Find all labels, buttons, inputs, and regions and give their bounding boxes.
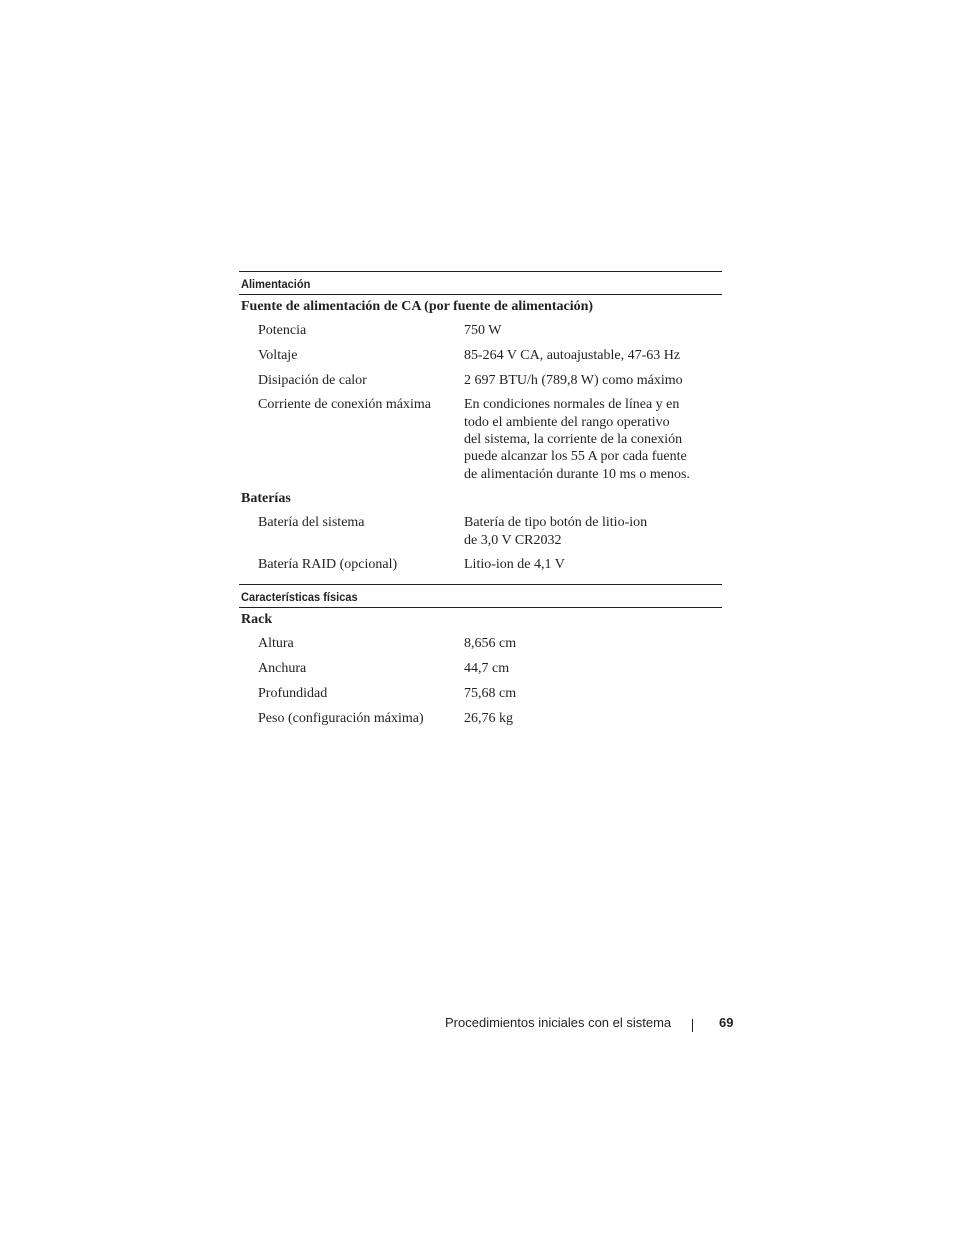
spec-value — [464, 322, 714, 339]
section-title: Alimentación — [241, 277, 311, 291]
spec-row-voltage — [239, 344, 722, 369]
spec-label: Altura — [258, 636, 294, 652]
spec-row-width — [239, 657, 722, 682]
spec-value-line: 75,68 cm — [464, 685, 517, 701]
spec-value-line: 750 W — [464, 323, 502, 338]
spec-row-height — [239, 632, 722, 657]
group-header-batteries: Baterías — [241, 491, 291, 507]
spec-row-weight — [239, 707, 722, 732]
section-title: Características físicas — [241, 590, 358, 605]
page-number: 69 — [719, 1015, 734, 1030]
spec-label: Profundidad — [258, 685, 328, 701]
spec-label: Batería RAID (opcional) — [258, 557, 398, 573]
spec-value — [464, 372, 714, 389]
spec-value-line: 8,656 cm — [464, 636, 517, 652]
spec-label: Anchura — [258, 661, 307, 677]
spec-row-heat-dissipation — [239, 369, 722, 394]
spec-row-raid-battery — [239, 553, 722, 578]
spec-value — [464, 635, 714, 652]
spec-value-line: En condiciones normales de línea y en — [464, 397, 680, 413]
spec-row-system-battery — [239, 511, 722, 553]
spec-value — [464, 396, 714, 482]
spec-value — [464, 710, 714, 727]
spec-value-line: del sistema, la corriente de la conexión — [464, 431, 683, 447]
spec-value — [464, 514, 714, 549]
footer-chapter-title: Procedimientos iniciales con el sistema — [445, 1015, 672, 1030]
spec-value-line: Litio-ion de 4,1 V — [464, 557, 565, 573]
spec-row-power — [239, 319, 722, 344]
spec-value-line: de 3,0 V CR2032 — [464, 532, 562, 548]
spec-label: Corriente de conexión máxima — [258, 397, 431, 413]
spec-value — [464, 660, 714, 677]
spec-label: Peso (configuración máxima) — [258, 710, 424, 726]
spec-value-line: 85-264 V CA, autoajustable, 47-63 Hz — [464, 347, 681, 363]
spec-value — [464, 347, 714, 364]
spec-value-line: 2 697 BTU/h (789,8 W) como máximo — [464, 372, 683, 388]
spec-label: Potencia — [258, 323, 307, 338]
spec-value-line: puede alcanzar los 55 A por cada fuente — [464, 449, 687, 465]
specifications-table — [239, 271, 722, 731]
spec-value-line: Batería de tipo botón de litio-ion — [464, 515, 648, 531]
section-header-physical — [239, 584, 722, 608]
spec-value-line: de alimentación durante 10 ms o menos. — [464, 466, 690, 482]
group-header-rack: Rack — [241, 612, 273, 628]
spec-label: Disipación de calor — [258, 372, 367, 388]
footer-separator — [692, 1019, 693, 1032]
section-header-power — [239, 271, 722, 295]
spec-value-line: todo el ambiente del rango operativo — [464, 414, 670, 430]
spec-label: Batería del sistema — [258, 515, 365, 531]
group-header-ac-power-supply: Fuente de alimentación de CA (por fuente de alimentación) — [241, 299, 594, 314]
spec-value — [464, 556, 714, 573]
spec-row-max-inrush-current — [239, 393, 722, 487]
page-footer — [0, 1015, 954, 1035]
spec-row-depth — [239, 682, 722, 707]
spec-label: Voltaje — [258, 347, 298, 363]
spec-value — [464, 685, 714, 702]
spec-value-line: 26,76 kg — [464, 710, 513, 726]
spec-value-line: 44,7 cm — [464, 661, 510, 677]
